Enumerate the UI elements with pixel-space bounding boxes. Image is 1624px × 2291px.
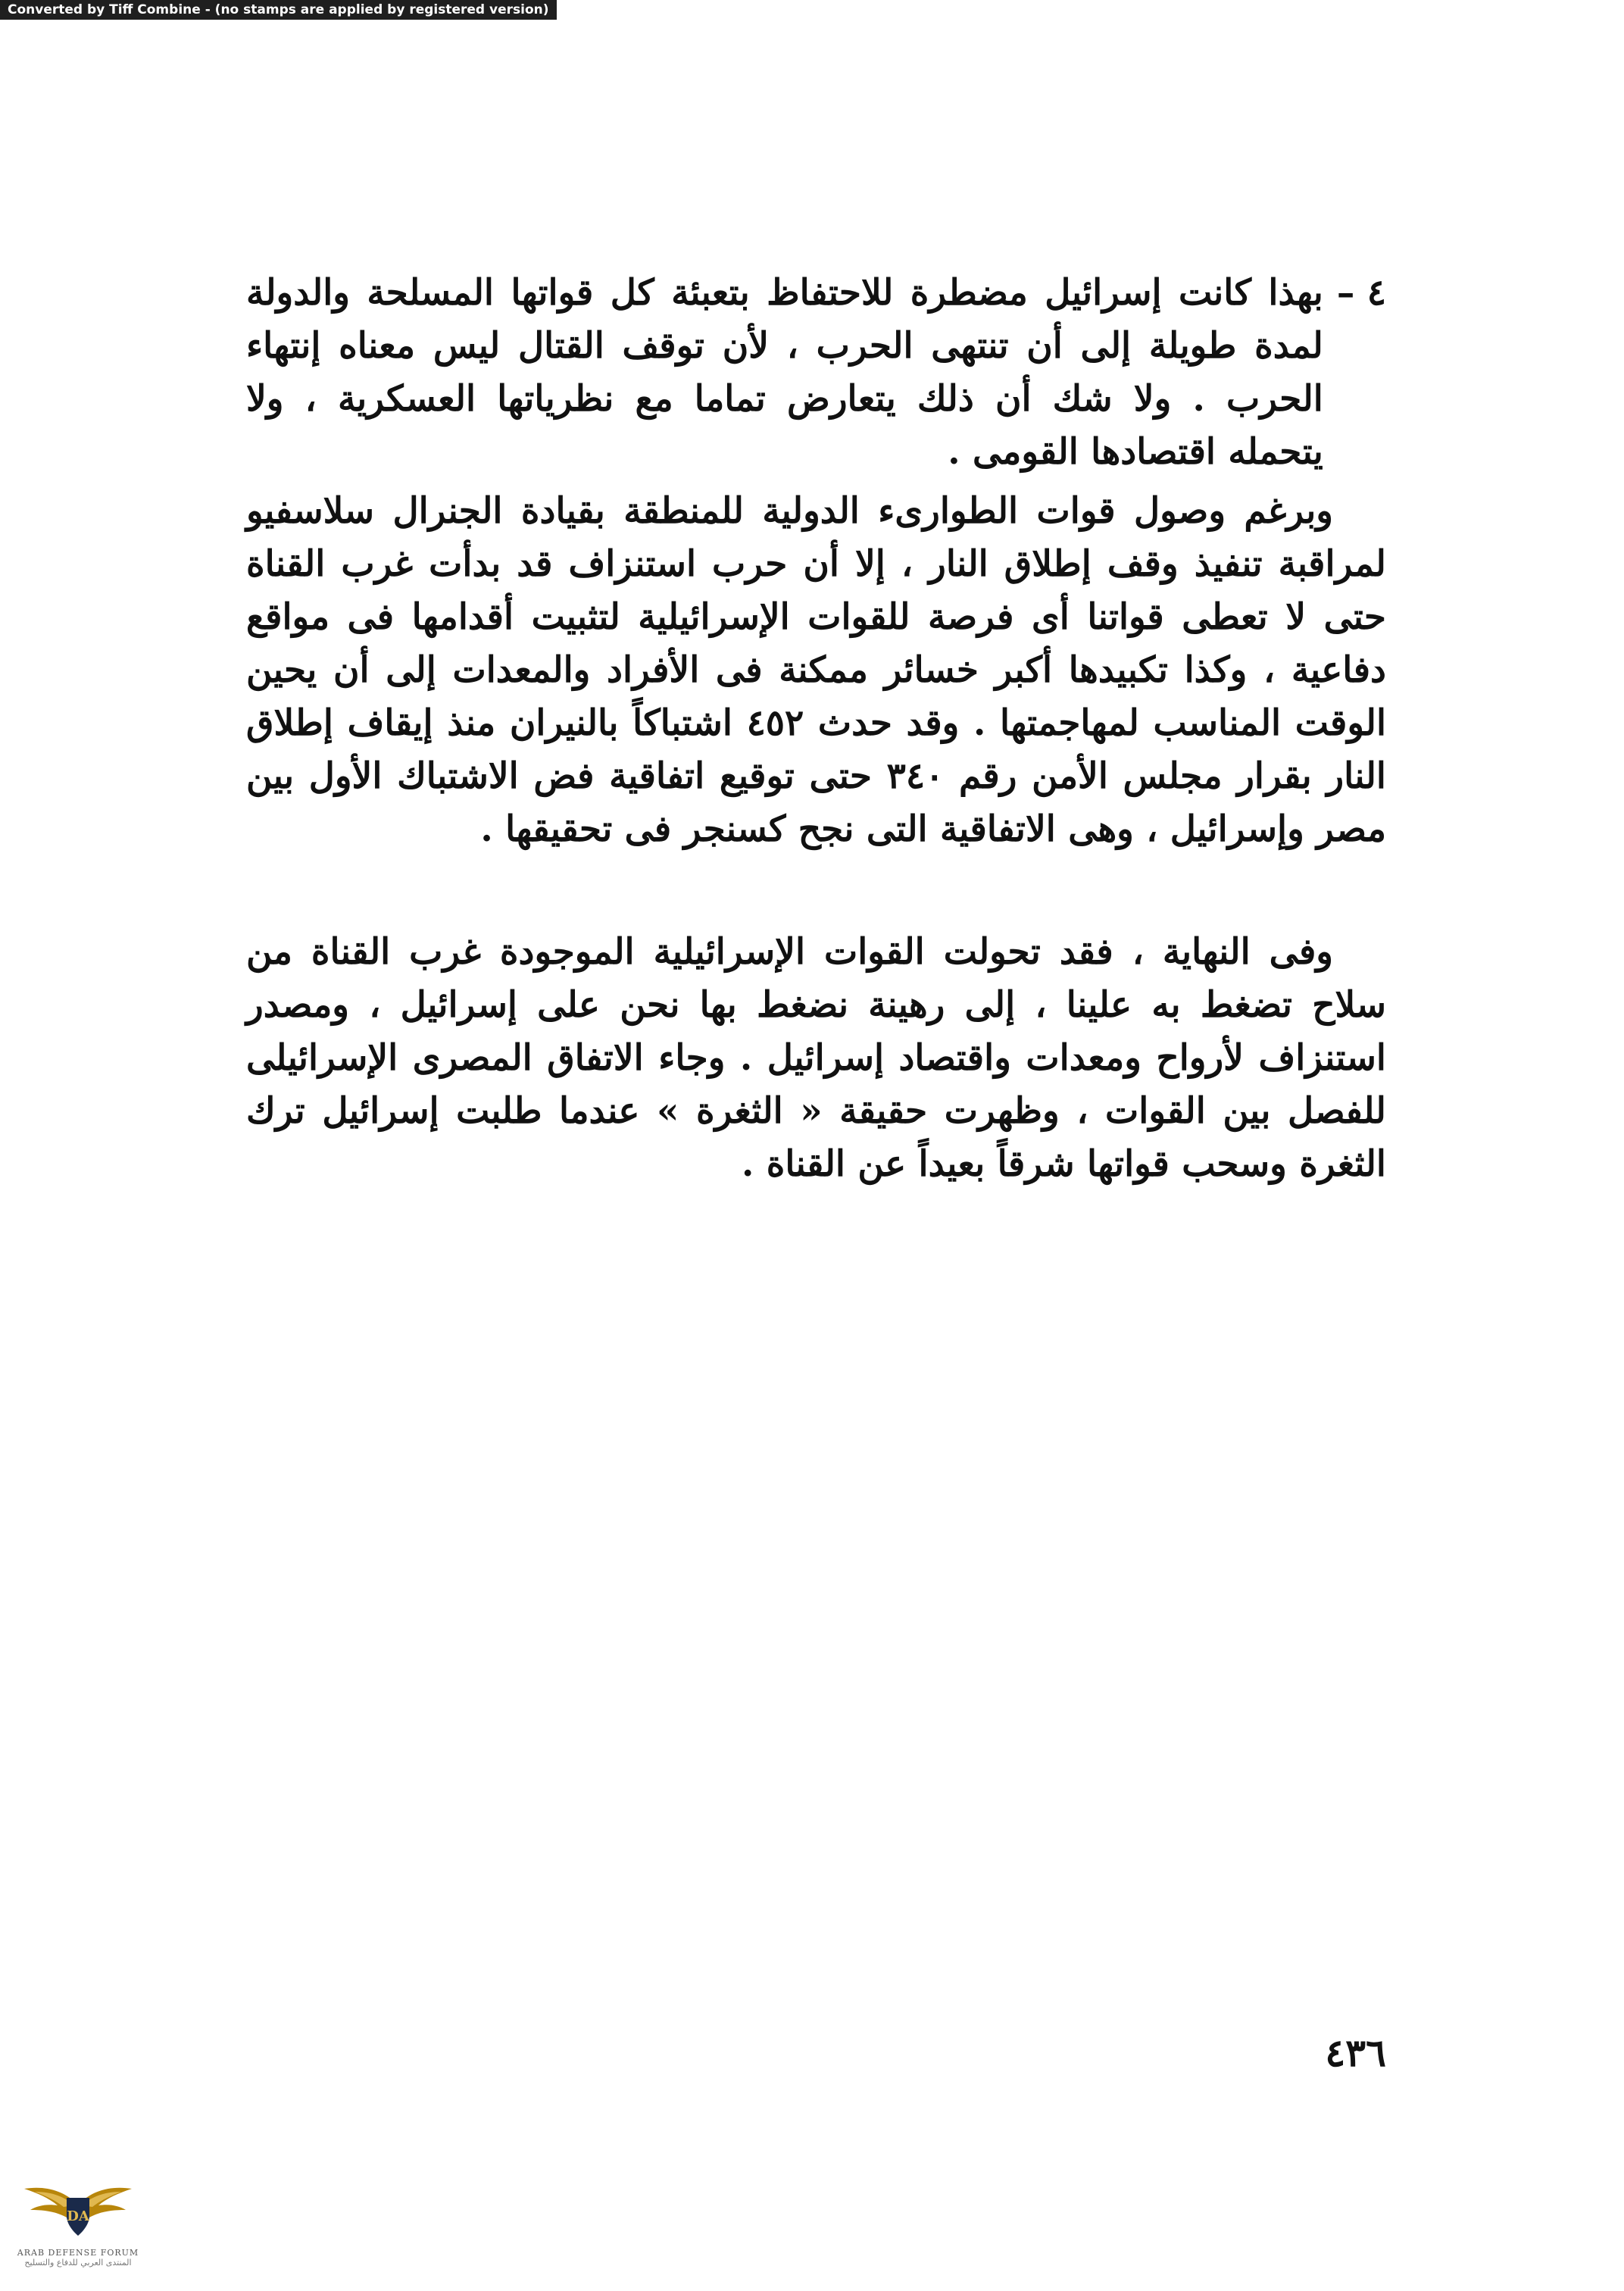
conversion-stamp-banner <box>0 0 557 20</box>
monogram-text: DA <box>67 2208 89 2224</box>
item-4-text: بهذا كانت إسرائيل مضطرة للاحتفاظ بتعبئة كل قواتها المسلحة والدولة لمدة طويلة إلى أن تنتهى الحرب ، لأن توقف القتال ليس معناه إنتهاء الحرب . ولا شك أن ذلك يتعارض تماما مع نظرياتها العسكرية ، ولا يتحمله اقتصادها القومى . <box>246 272 1323 473</box>
paragraph-ceasefire-war-of-attrition: وبرغم وصول قوات الطوارىء الدولية للمنطقة بقيادة الجنرال سلاسفيو لمراقبة تنفيذ وقف إطلاق النار ، إلا أن حرب استنزاف قد بدأت غرب القناة حتى لا تعطى قواتنا أى فرصة للقوات الإسرائيلية لتثبيت أقدامها فى مواقع دفاعية ، وكذا تكبيدها أكبر خسائر ممكنة فى الأفراد والمعدات إلى أن يحين الوقت المناسب لمهاجمتها . وقد حدث ٤٥٢ اشتباكاً بالنيران منذ إيقاف إطلاق النار بقرار مجلس الأمن رقم ٣٤٠ حتى توقيع اتفاقية فض الاشتباك الأول بين مصر وإسرائيل ، وهى الاتفاقية التى نجح كسنجر فى تحقيقها . <box>246 490 1387 850</box>
watermark-english-name: ARAB DEFENSE FORUM <box>17 2248 139 2258</box>
watermark-arabic-name: المنتدى العربي للدفاع والتسليح <box>24 2258 132 2268</box>
item-number: ٤ – <box>1336 272 1386 314</box>
conversion-stamp-text: Converted by Tiff Combine - (no stamps are applied by registered version) <box>8 2 549 17</box>
winged-shield-icon <box>21 2163 135 2246</box>
numbered-item-4 <box>246 267 1386 479</box>
forum-watermark-logo <box>14 2163 142 2284</box>
paragraph-conclusion-disengagement: وفى النهاية ، فقد تحولت القوات الإسرائيلية الموجودة غرب القناة من سلاح تضغط به علينا ، إلى رهينة نضغط بها نحن على إسرائيل ، ومصدر استنزاف لأرواح ومعدات واقتصاد إسرائيل . وجاء الاتفاق المصرى الإسرائيلى للفصل بين القوات ، وظهرت حقيقة « الثغرة » عندما طلبت إسرائيل ترك الثغرة وسحب قواتها شرقاً بعيداً عن القناة . <box>246 931 1386 1185</box>
page-number: ٤٣٦ <box>1325 2030 1386 2075</box>
